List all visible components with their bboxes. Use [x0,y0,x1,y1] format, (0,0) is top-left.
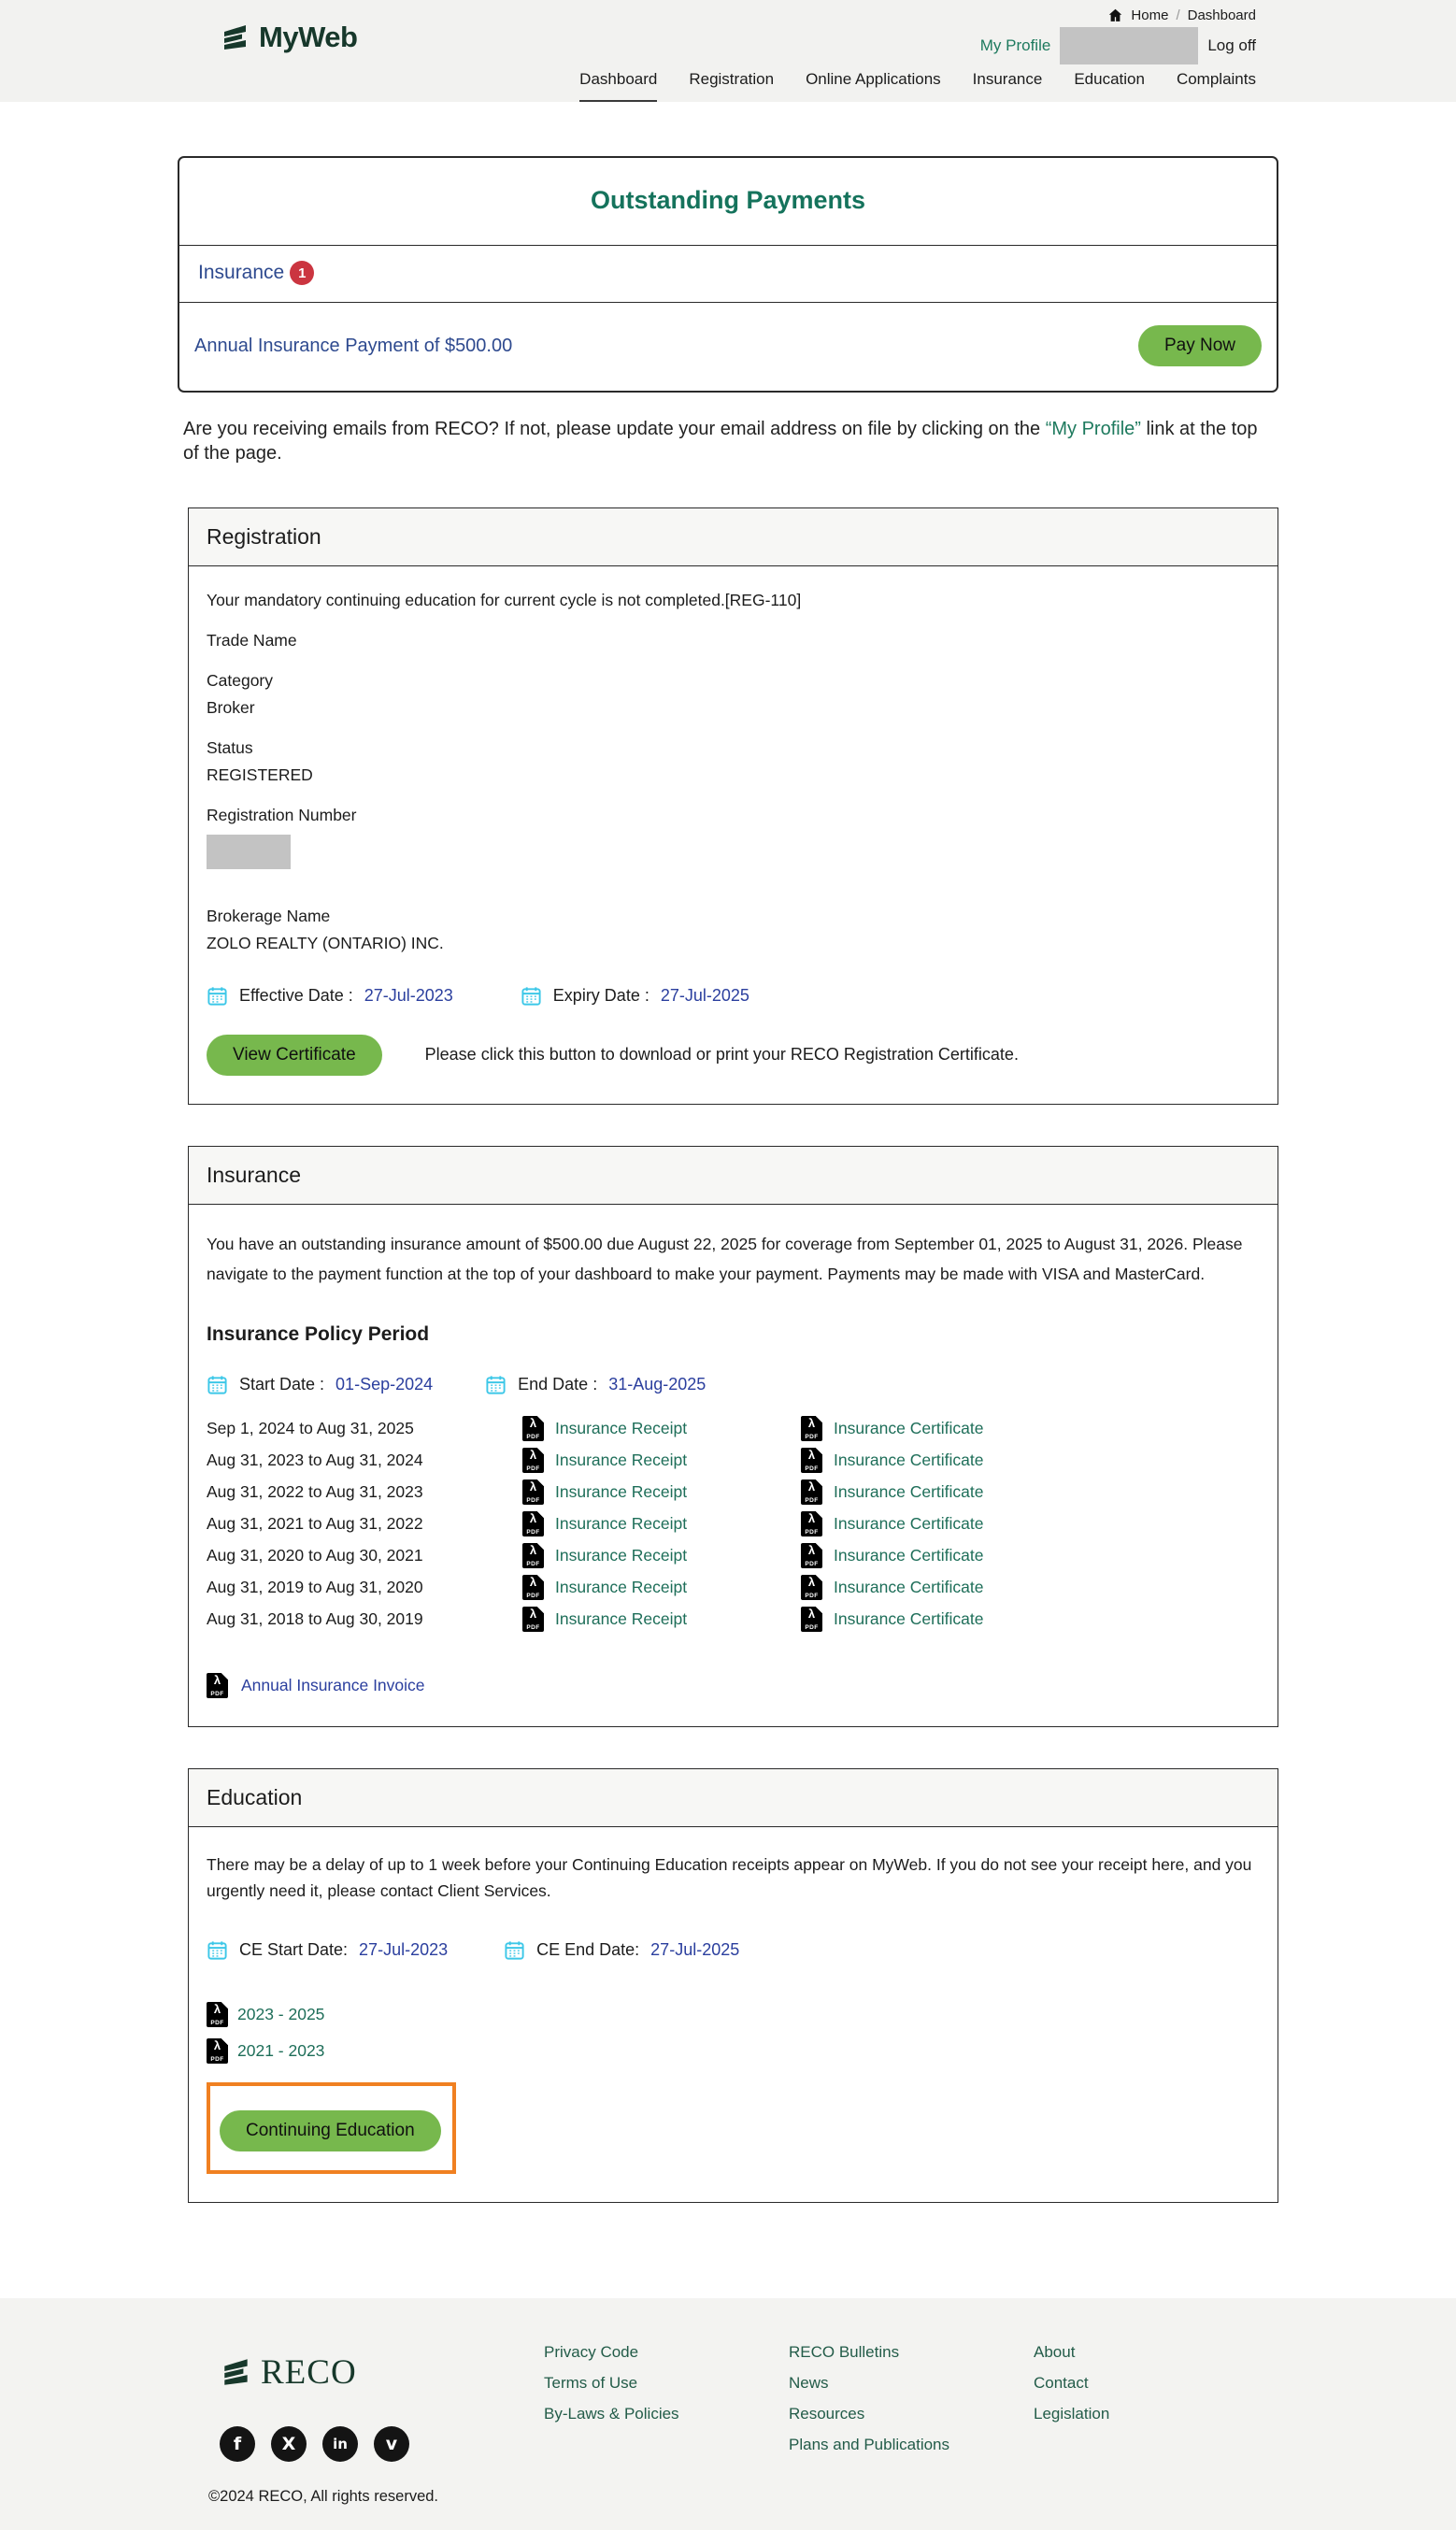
pdf-icon[interactable] [801,1511,822,1537]
breadcrumb [1107,7,1256,23]
insurance-document-row [207,1479,1260,1505]
facebook-icon[interactable]: f [220,2426,255,2462]
insurance-document-row [207,1511,1260,1537]
footer-link-bylaws-policies[interactable]: By-Laws & Policies [544,2404,679,2423]
calendar-icon [207,985,228,1007]
insurance-certificate-link[interactable]: Insurance Certificate [834,1513,984,1533]
nav-insurance[interactable]: Insurance [972,70,1043,88]
brokerage-name-label: Brokerage Name [207,906,331,925]
pdf-icon[interactable] [522,1511,544,1537]
breadcrumb-home-link[interactable]: Home [1131,7,1169,23]
calendar-icon [207,1374,228,1395]
policy-period: Aug 31, 2022 to Aug 31, 2023 [207,1481,423,1501]
insurance-certificate-link[interactable]: Insurance Certificate [834,1608,984,1628]
ce-end-date-value: 27-Jul-2025 [650,1939,740,1959]
category-value: Broker [207,697,255,717]
insurance-certificate-link[interactable]: Insurance Certificate [834,1418,984,1437]
end-date-value: 31-Aug-2025 [608,1374,707,1394]
end-date-label: End Date : [518,1374,598,1394]
footer-link-resources[interactable]: Resources [789,2404,865,2423]
pdf-icon[interactable] [522,1543,544,1568]
pdf-icon[interactable] [522,1416,544,1441]
pdf-icon[interactable] [207,2038,228,2064]
footer-link-privacy-code[interactable]: Privacy Code [544,2342,639,2361]
reco-logo-icon [220,2355,253,2389]
insurance-document-row [207,1543,1260,1568]
main-navigation [178,64,1278,102]
nav-online-applications[interactable]: Online Applications [806,70,941,88]
calendar-icon [207,1939,228,1961]
footer-column-resources [789,2343,1034,2506]
top-header [0,0,1456,102]
insurance-certificate-link[interactable]: Insurance Certificate [834,1450,984,1469]
status-label: Status [207,737,253,757]
insurance-documents-table [207,1416,1260,1632]
insurance-receipt-link[interactable]: Insurance Receipt [555,1418,688,1437]
insurance-receipt-link[interactable]: Insurance Receipt [555,1513,688,1533]
footer-link-reco-bulletins[interactable]: RECO Bulletins [789,2342,900,2361]
pdf-icon[interactable] [801,1607,822,1632]
pdf-icon[interactable] [801,1448,822,1473]
pdf-icon[interactable] [801,1575,822,1600]
breadcrumb-current: Dashboard [1187,7,1256,23]
insurance-paragraph: You have an outstanding insurance amount of $500.00 due August 22, 2025 for coverage from September 01, 2025 to August 31, 2026. Please navigate to the payment function at the top of your dashboard to make your payment. Payments may be made with VISA and MasterCard. [207,1234,1243,1284]
insurance-receipt-link[interactable]: Insurance Receipt [555,1608,688,1628]
pay-now-button[interactable]: Pay Now [1138,325,1262,366]
social-links [220,2426,544,2462]
insurance-tab-label: Insurance [198,262,285,283]
outstanding-payments-insurance-tab[interactable] [179,245,1277,303]
start-date-label: Start Date : [239,1374,325,1394]
ce-start-date-value: 27-Jul-2023 [359,1939,449,1959]
insurance-receipt-link[interactable]: Insurance Receipt [555,1545,688,1565]
pdf-icon[interactable] [522,1448,544,1473]
calendar-icon [485,1374,507,1395]
pdf-icon[interactable] [207,1673,228,1698]
insurance-document-row [207,1607,1260,1632]
insurance-document-row [207,1575,1260,1600]
main-content [178,156,1278,2203]
footer-link-news[interactable]: News [789,2373,829,2392]
expiry-date-label: Expiry Date : [552,985,649,1005]
policy-period: Sep 1, 2024 to Aug 31, 2025 [207,1418,414,1437]
myweb-logo-icon [220,21,251,53]
my-profile-inline-link[interactable]: “My Profile” [1045,419,1141,439]
reco-footer-logo [220,2352,544,2393]
expiry-date-value: 27-Jul-2025 [660,985,749,1005]
pdf-icon[interactable] [522,1479,544,1505]
nav-education[interactable]: Education [1074,70,1145,88]
footer-link-contact[interactable]: Contact [1034,2373,1089,2392]
insurance-receipt-link[interactable]: Insurance Receipt [555,1481,688,1501]
status-value: REGISTERED [207,765,313,784]
insurance-receipt-link[interactable]: Insurance Receipt [555,1450,688,1469]
outstanding-payments-card [178,156,1278,393]
continuing-education-button[interactable]: Continuing Education [220,2110,441,2151]
continuing-education-highlight-box [207,2082,456,2174]
reco-logo-text: RECO [261,2352,357,2392]
email-notice [183,417,1273,466]
my-profile-link[interactable]: My Profile [979,36,1051,54]
policy-period: Aug 31, 2020 to Aug 30, 2021 [207,1545,423,1565]
ce-end-date-label: CE End Date: [536,1939,640,1959]
logo-text: MyWeb [259,21,358,53]
ce-receipt-2021-2023-link[interactable]: 2021 - 2023 [237,2040,325,2060]
insurance-policy-period-title: Insurance Policy Period [207,1322,430,1345]
footer-link-plans-publications[interactable]: Plans and Publications [789,2435,950,2453]
email-notice-text-before: Are you receiving emails from RECO? If not, please update your email address on file by clicking on the [183,419,1046,439]
log-off-link[interactable]: Log off [1207,36,1256,54]
email-notice-text-after: link at the top of the page. [183,419,1258,465]
copyright-text: ©2024 RECO, All rights reserved. [208,2487,439,2505]
view-certificate-note: Please click this button to download or print your RECO Registration Certificate. [424,1045,1019,1065]
annual-insurance-invoice-link[interactable]: Annual Insurance Invoice [241,1675,425,1694]
pdf-icon[interactable] [801,1479,822,1505]
education-title: Education [189,1769,1278,1827]
insurance-certificate-link[interactable]: Insurance Certificate [834,1481,984,1501]
policy-period: Aug 31, 2021 to Aug 31, 2022 [207,1513,423,1533]
nav-dashboard[interactable]: Dashboard [579,70,657,102]
policy-period: Aug 31, 2019 to Aug 31, 2020 [207,1577,423,1596]
home-icon [1107,7,1123,23]
ce-receipt-2023-2025-link[interactable]: 2023 - 2025 [237,2004,325,2023]
policy-period: Aug 31, 2023 to Aug 31, 2024 [207,1450,423,1469]
x-icon[interactable]: X [271,2426,307,2462]
pdf-icon[interactable] [522,1575,544,1600]
pdf-icon[interactable] [801,1543,822,1568]
view-certificate-button[interactable]: View Certificate [207,1035,382,1076]
education-notice: There may be a delay of up to 1 week before your Continuing Education receipts appear on MyWeb. If you do not see your receipt here, and you urgently need it, please contact Client Services. [207,1854,1252,1900]
insurance-certificate-link[interactable]: Insurance Certificate [834,1545,984,1565]
education-card [188,1768,1278,2203]
footer-column-about [1034,2343,1278,2506]
calendar-icon [521,985,542,1007]
insurance-document-row [207,1448,1260,1473]
registration-number-label: Registration Number [207,805,357,824]
pdf-icon[interactable] [207,2002,228,2027]
registration-card [188,507,1278,1105]
ce-start-date-label: CE Start Date: [239,1939,349,1959]
insurance-receipt-link[interactable]: Insurance Receipt [555,1577,688,1596]
linkedin-icon[interactable]: in [322,2426,358,2462]
effective-date-value: 27-Jul-2023 [364,985,453,1005]
nav-complaints[interactable]: Complaints [1176,70,1256,88]
footer-link-terms-of-use[interactable]: Terms of Use [544,2373,638,2392]
registration-warning: Your mandatory continuing education for current cycle is not completed.[REG-110] [207,590,802,609]
nav-registration[interactable]: Registration [689,70,775,88]
insurance-document-row [207,1416,1260,1441]
insurance-certificate-link[interactable]: Insurance Certificate [834,1577,984,1596]
policy-period: Aug 31, 2018 to Aug 30, 2019 [207,1608,423,1628]
calendar-icon [504,1939,525,1961]
trade-name-label: Trade Name [207,630,297,650]
pdf-icon[interactable] [801,1416,822,1441]
start-date-value: 01-Sep-2024 [335,1374,434,1394]
vimeo-icon[interactable]: v [374,2426,409,2462]
payment-description: Annual Insurance Payment of $500.00 [194,335,513,356]
breadcrumb-separator: / [1176,7,1180,23]
registration-title: Registration [189,508,1278,566]
footer-column-legal [544,2343,789,2506]
redacted-registration-number [207,835,291,869]
redacted-user-name [1060,27,1198,64]
insurance-title: Insurance [189,1147,1278,1205]
pdf-icon[interactable] [522,1607,544,1632]
insurance-count-badge: 1 [290,261,314,285]
category-label: Category [207,670,274,690]
effective-date-label: Effective Date : [239,985,353,1005]
footer-link-legislation[interactable]: Legislation [1034,2404,1110,2423]
outstanding-payments-title: Outstanding Payments [590,186,866,214]
footer-link-about[interactable]: About [1034,2342,1076,2361]
page-footer [0,2298,1456,2530]
brokerage-name-value: ZOLO REALTY (ONTARIO) INC. [207,933,444,952]
myweb-logo [178,7,357,54]
insurance-card [188,1146,1278,1727]
